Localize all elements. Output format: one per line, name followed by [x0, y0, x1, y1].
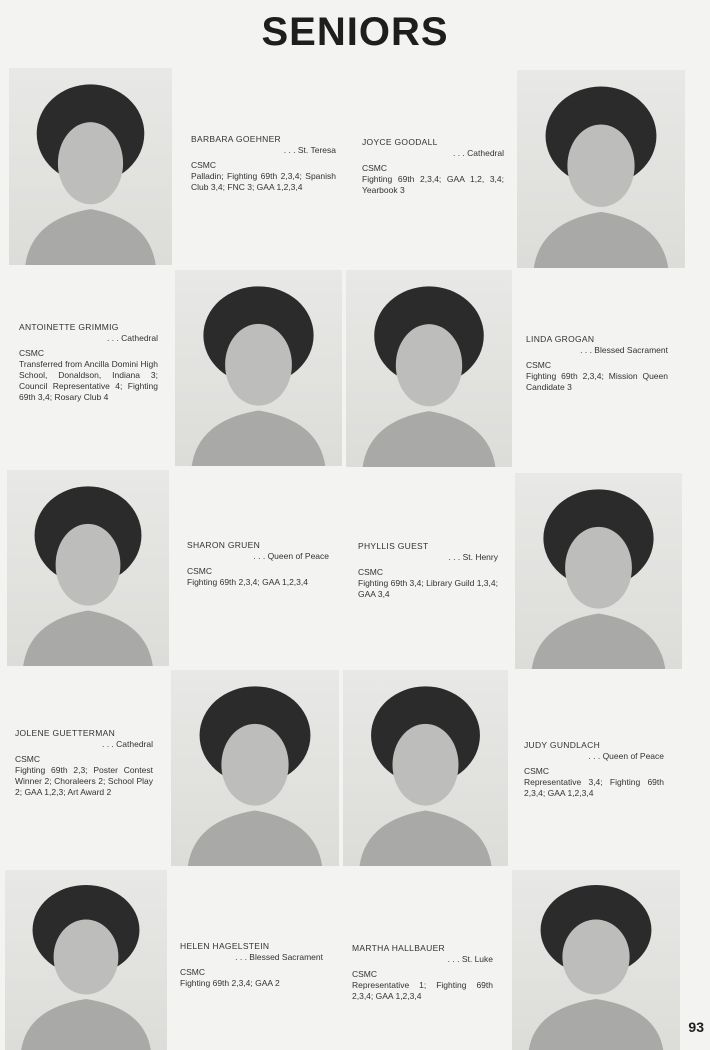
student-school: CSMC: [352, 969, 378, 979]
student-activities: Fighting 69th 2,3; Poster Contest Winner 2; Choraleers 2; School Play 2; GAA 1,2,3; Art Award 2: [15, 765, 153, 797]
student-parish: . . . Cathedral: [19, 333, 158, 344]
page-title: SENIORS: [261, 10, 449, 54]
student-name: BARBARA GOEHNER: [191, 134, 281, 144]
student-parish: . . . Cathedral: [15, 739, 153, 750]
student-entry: [362, 137, 504, 196]
student-photo-hagelstein: [5, 870, 167, 1050]
student-name: SHARON GRUEN: [187, 540, 261, 550]
student-school: CSMC: [191, 160, 217, 170]
student-name: HELEN HAGELSTEIN: [180, 941, 270, 951]
student-photo-goodall: [517, 70, 685, 268]
portrait-face: [565, 527, 632, 609]
student-entry: [15, 728, 153, 798]
student-school: CSMC: [187, 566, 213, 576]
student-parish: . . . Blessed Sacrament: [526, 345, 668, 356]
student-parish: . . . Blessed Sacrament: [180, 952, 323, 963]
student-school: CSMC: [526, 360, 552, 370]
portrait-face: [221, 724, 288, 806]
student-name: PHYLLIS GUEST: [358, 541, 429, 551]
portrait-face: [54, 920, 119, 995]
portrait-illustration: [9, 68, 172, 265]
portrait-shoulders: [23, 610, 153, 666]
page-number: 93: [688, 1019, 704, 1035]
portrait-face: [225, 324, 292, 406]
student-school: CSMC: [19, 348, 45, 358]
student-parish: . . . Queen of Peace: [187, 551, 329, 562]
student-activities: Fighting 69th 3,4; Library Guild 1,3,4; GAA 3,4: [358, 578, 498, 599]
student-name: JOLENE GUETTERMAN: [15, 728, 116, 738]
student-entry: [187, 540, 329, 588]
portrait-shoulders: [25, 209, 155, 265]
student-parish: . . . St. Henry: [358, 552, 498, 563]
student-activities: Fighting 69th 2,3,4; Mission Queen Candidate 3: [526, 371, 668, 392]
portrait-illustration: [517, 70, 685, 268]
portrait-face: [58, 122, 123, 204]
student-photo-goehner: [9, 68, 172, 265]
student-name: MARTHA HALLBAUER: [352, 943, 445, 953]
student-entry: [526, 334, 668, 393]
portrait-shoulders: [363, 411, 496, 467]
portrait-illustration: [175, 270, 342, 466]
student-activities: Fighting 69th 2,3,4; GAA 1,2, 3,4; Yearbook 3: [362, 174, 504, 195]
student-school: CSMC: [358, 567, 384, 577]
student-entry: [358, 541, 498, 600]
student-photo-gundlach: [343, 670, 508, 866]
student-school: CSMC: [362, 163, 388, 173]
student-photo-gruen: [7, 470, 169, 666]
student-activities: Palladin; Fighting 69th 2,3,4; Spanish Club 3,4; FNC 3; GAA 1,2,3,4: [191, 171, 336, 192]
student-entry: [524, 740, 664, 799]
portrait-shoulders: [192, 410, 326, 466]
portrait-face: [562, 920, 629, 995]
student-name: JUDY GUNDLACH: [524, 740, 601, 750]
student-activities: Fighting 69th 2,3,4; GAA 2: [180, 978, 280, 988]
portrait-illustration: [346, 270, 512, 467]
student-photo-grimmig: [175, 270, 342, 466]
student-name: ANTOINETTE GRIMMIG: [19, 322, 119, 332]
student-photo-guetterman: [171, 670, 339, 866]
student-school: CSMC: [15, 754, 41, 764]
portrait-shoulders: [529, 999, 663, 1050]
student-entry: [180, 941, 323, 989]
portrait-face: [396, 324, 462, 406]
portrait-illustration: [512, 870, 680, 1050]
student-entry: [352, 943, 493, 1002]
portrait-face: [393, 724, 459, 806]
student-entry: [19, 322, 158, 403]
portrait-illustration: [5, 870, 167, 1050]
portrait-illustration: [171, 670, 339, 866]
portrait-shoulders: [21, 999, 151, 1050]
student-photo-guest: [515, 473, 682, 669]
student-parish: . . . Queen of Peace: [524, 751, 664, 762]
portrait-shoulders: [532, 613, 666, 669]
portrait-illustration: [515, 473, 682, 669]
student-entry: [191, 134, 336, 193]
portrait-shoulders: [534, 212, 668, 268]
student-photo-hallbauer: [512, 870, 680, 1050]
portrait-shoulders: [360, 810, 492, 866]
student-activities: Fighting 69th 2,3,4; GAA 1,2,3,4: [187, 577, 308, 587]
portrait-face: [567, 124, 634, 207]
student-parish: . . . Cathedral: [362, 148, 504, 159]
student-parish: . . . St. Teresa: [191, 145, 336, 156]
student-activities: Representative 3,4; Fighting 69th 2,3,4; GAA 1,2,3,4: [524, 777, 664, 798]
student-photo-grogan: [346, 270, 512, 467]
student-name: LINDA GROGAN: [526, 334, 595, 344]
portrait-shoulders: [188, 810, 322, 866]
student-school: CSMC: [524, 766, 550, 776]
student-parish: . . . St. Luke: [352, 954, 493, 965]
student-name: JOYCE GOODALL: [362, 137, 438, 147]
portrait-illustration: [7, 470, 169, 666]
student-school: CSMC: [180, 967, 206, 977]
student-activities: Representative 1; Fighting 69th 2,3,4; GAA 1,2,3,4: [352, 980, 493, 1001]
portrait-illustration: [343, 670, 508, 866]
portrait-face: [56, 524, 121, 606]
student-activities: Transferred from Ancilla Domini High School, Donaldson, Indiana 3; Council Representative 4; Fighting 69th 3,4; Rosary Club 4: [19, 359, 158, 402]
